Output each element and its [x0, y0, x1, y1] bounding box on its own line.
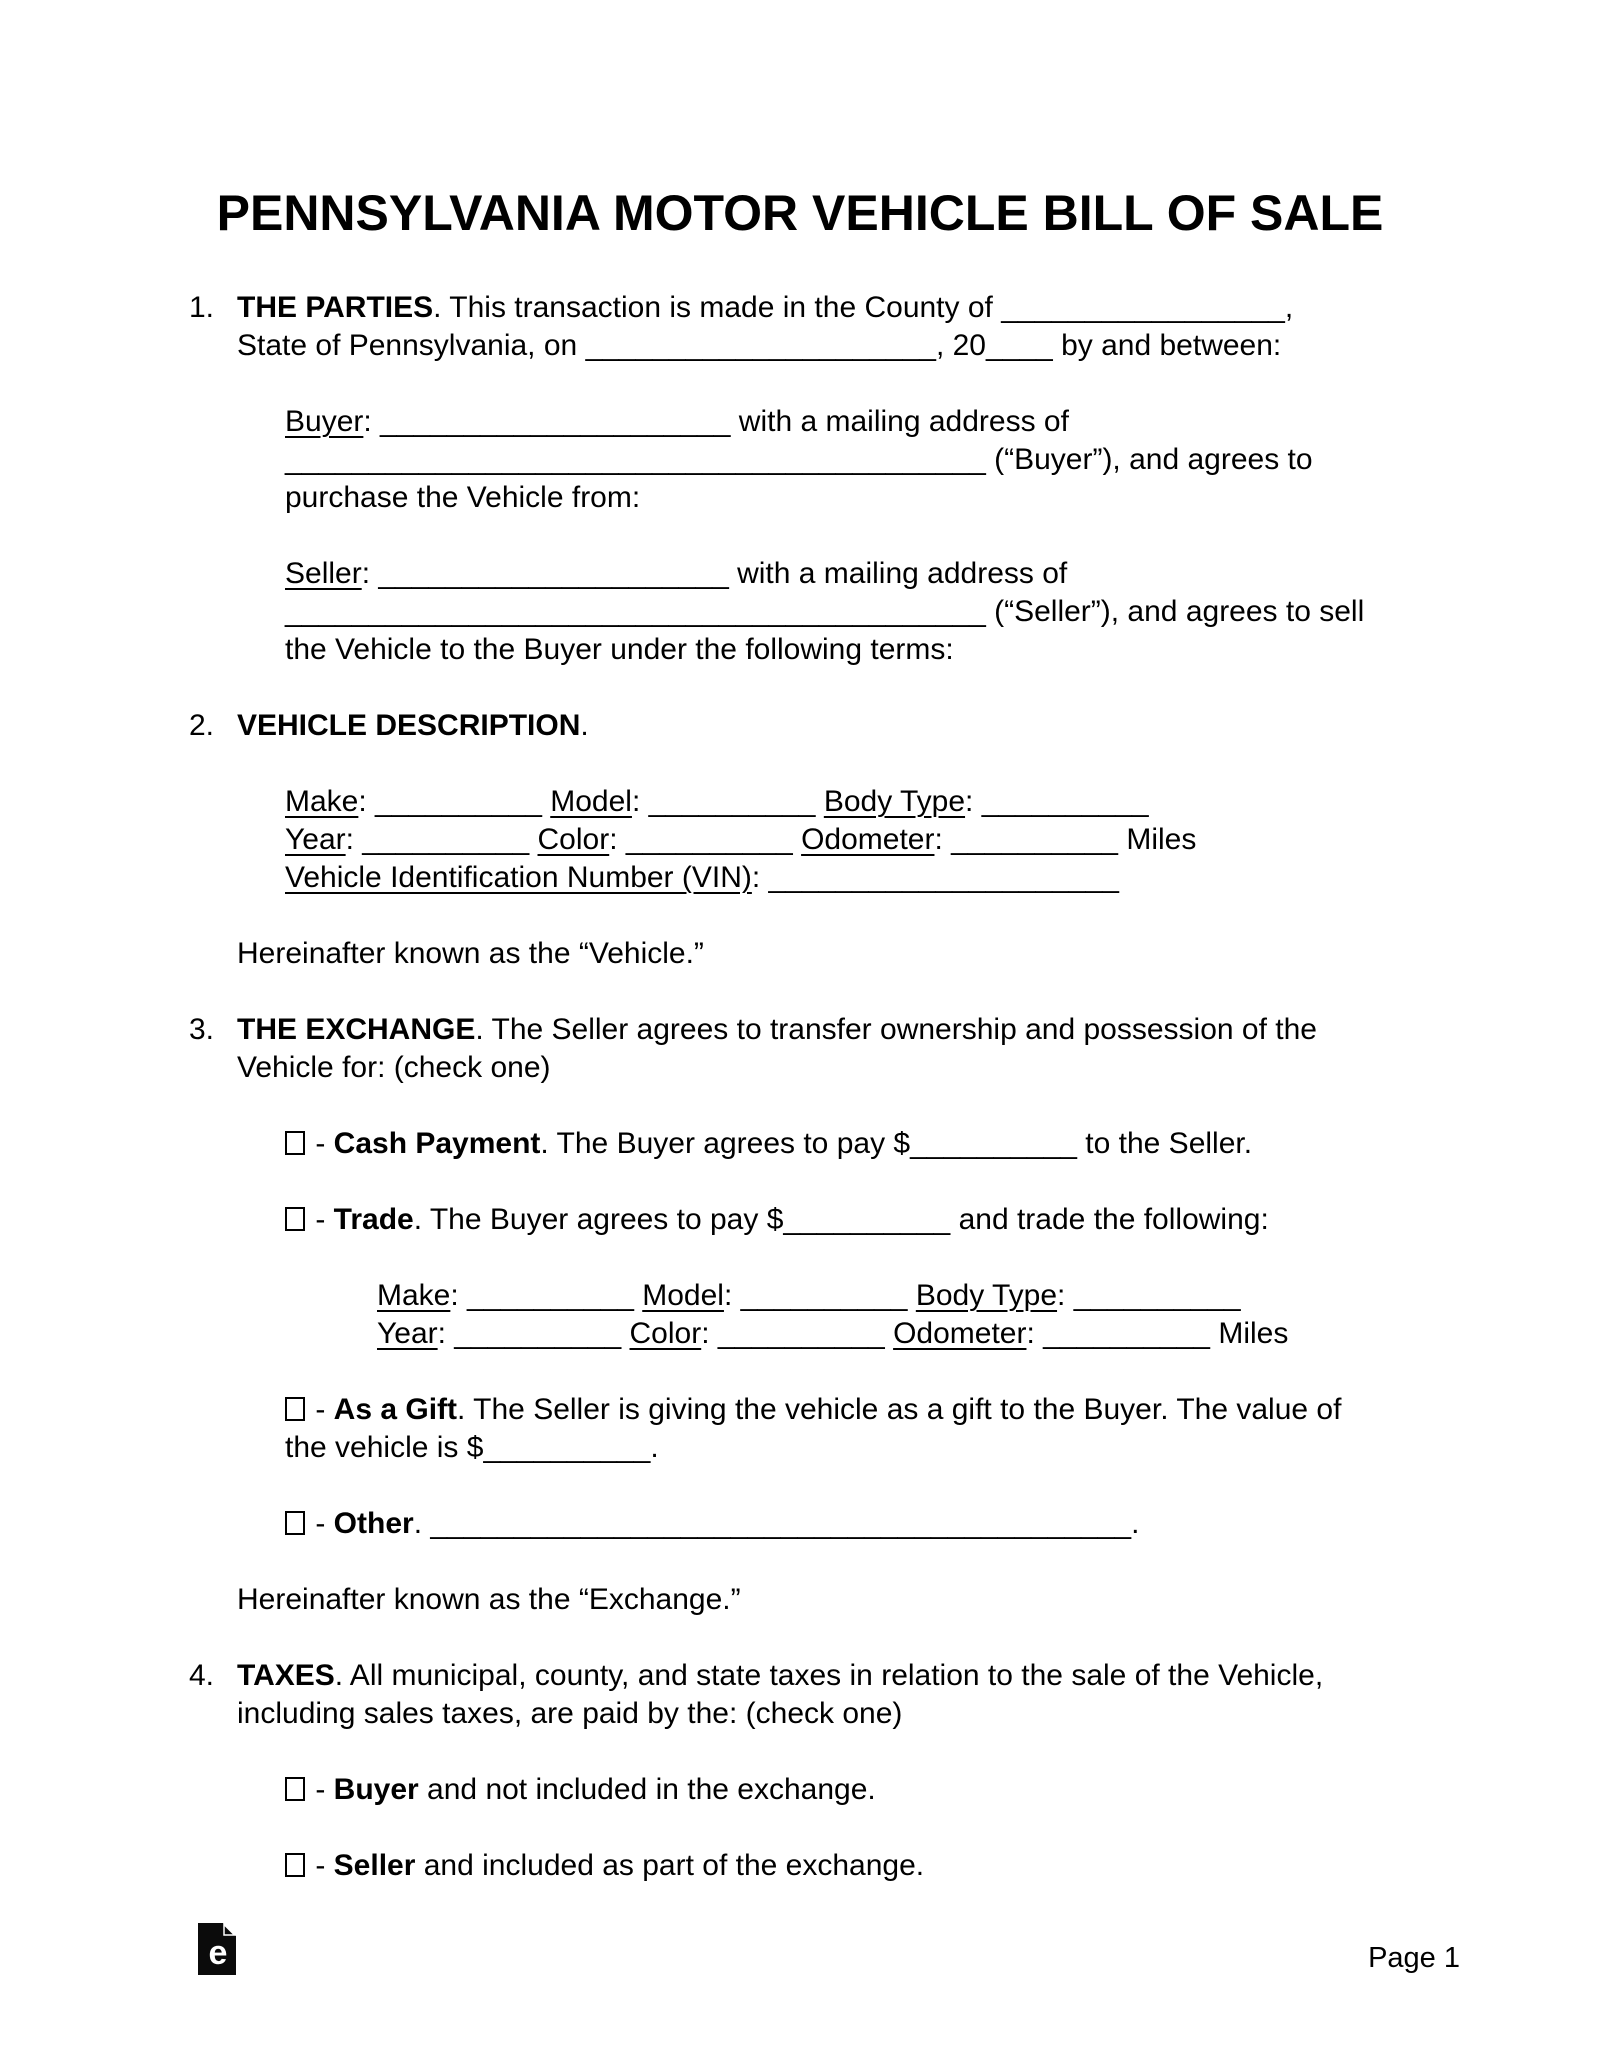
blank-trade-make: __________ [467, 1279, 634, 1312]
line [285, 479, 1600, 517]
text-segment: the vehicle is $ [285, 1431, 484, 1464]
text-segment: . The Buyer agrees to pay $ [540, 1127, 911, 1160]
text-segment: purchase the Vehicle from: [285, 481, 641, 514]
text-segment [885, 1317, 893, 1350]
section-2-vehicle-description [189, 707, 1600, 745]
line [377, 1277, 1600, 1315]
exchange-hereinafter [237, 1581, 1600, 1619]
text-segment: : [701, 1317, 718, 1350]
text-segment: including sales taxes, are paid by the: (check one) [237, 1697, 903, 1730]
text-segment: : [965, 785, 982, 818]
text-segment: - [307, 1393, 334, 1426]
line [237, 289, 1293, 327]
text-segment: (“Buyer”), and agrees to [985, 443, 1313, 476]
option-gift [285, 1391, 1600, 1467]
text-segment [793, 823, 801, 856]
blank-gift-value: __________ [483, 1431, 651, 1464]
blank-year: ____ [986, 329, 1053, 362]
text-segment: Year [377, 1317, 438, 1350]
text-segment: and not included in the exchange. [418, 1773, 876, 1806]
blank-odometer: __________ [951, 823, 1118, 856]
blank-trade-model: __________ [740, 1279, 908, 1312]
section-number: 4. [189, 1659, 215, 1692]
line [285, 1505, 1600, 1543]
checkbox-taxes-seller-icon [285, 1853, 305, 1877]
blank-buyer-name: _____________________ [380, 405, 731, 438]
line [285, 1771, 1600, 1809]
checkbox-cash-payment-icon [285, 1131, 305, 1155]
vehicle-details [285, 783, 1600, 897]
line [285, 441, 1600, 479]
text-segment: : [358, 785, 376, 818]
text-segment: Miles [1118, 823, 1197, 856]
text-segment: . [580, 709, 589, 742]
option-taxes-seller [285, 1847, 1600, 1885]
blank-model: __________ [648, 785, 816, 818]
text-segment: with a mailing address of [730, 405, 1069, 438]
text-segment: : [1057, 1279, 1074, 1312]
text-segment: Vehicle for: (check one) [237, 1051, 551, 1084]
text-segment: : [1026, 1317, 1044, 1350]
text-segment: Year [285, 823, 346, 856]
line [237, 1049, 1317, 1087]
line [285, 1125, 1600, 1163]
text-segment: to the Seller. [1076, 1127, 1253, 1160]
text-segment: . All municipal, county, and state taxes in relation to the sale of the Vehicle, [334, 1659, 1324, 1692]
line [285, 631, 1600, 669]
text-segment: Color [629, 1317, 702, 1350]
line [285, 821, 1600, 859]
section-number: 1. [189, 291, 215, 324]
checkbox-gift-icon [285, 1397, 305, 1421]
text-segment: State of Pennsylvania, on [237, 329, 586, 362]
section-text [237, 1011, 1317, 1087]
section-text [237, 1657, 1323, 1733]
line [285, 783, 1600, 821]
section-4-taxes [189, 1657, 1600, 1733]
line [285, 1847, 1600, 1885]
text-segment: Vehicle Identification Number (VIN) [285, 861, 752, 894]
text-segment: Trade [333, 1203, 414, 1236]
blank-color: __________ [625, 823, 793, 856]
text-segment: Seller [285, 557, 362, 590]
seller-clause [285, 555, 1600, 669]
text-segment: : [361, 557, 379, 590]
blank-trade-body-type: __________ [1073, 1279, 1241, 1312]
text-segment: THE PARTIES [237, 291, 434, 324]
text-segment: Buyer [333, 1773, 419, 1806]
text-segment: Model [642, 1279, 724, 1312]
text-segment: Body Type [823, 785, 966, 818]
text-segment: : [437, 1317, 455, 1350]
blank-make: __________ [375, 785, 542, 818]
text-segment: : [609, 823, 626, 856]
text-segment: Odometer [801, 823, 935, 856]
text-segment: Miles [1210, 1317, 1289, 1350]
blank-date: _____________________ [585, 329, 936, 362]
trade-vehicle-details [377, 1277, 1600, 1353]
blank-cash-amount: __________ [910, 1127, 1077, 1160]
line [285, 1391, 1600, 1429]
text-segment: Hereinafter known as the “Exchange.” [237, 1583, 741, 1616]
text-segment: VEHICLE DESCRIPTION [237, 709, 581, 742]
blank-other: __________________________________________ [430, 1507, 1132, 1540]
checkbox-taxes-buyer-icon [285, 1777, 305, 1801]
eforms-logo [198, 1923, 236, 1985]
section-text [237, 289, 1293, 365]
text-segment: - [307, 1127, 334, 1160]
text-segment: : [934, 823, 952, 856]
text-segment: (“Seller”), and agrees to sell [985, 595, 1365, 628]
text-segment: and trade the following: [950, 1203, 1269, 1236]
text-segment: - [307, 1849, 334, 1882]
text-segment: : [345, 823, 363, 856]
buyer-clause [285, 403, 1600, 517]
line [237, 935, 1600, 973]
line [285, 593, 1600, 631]
option-cash-payment [285, 1125, 1600, 1163]
line [237, 327, 1293, 365]
blank-vehicle-year: __________ [362, 823, 530, 856]
text-segment [907, 1279, 915, 1312]
text-segment: . The Seller agrees to transfer ownership and possession of the [475, 1013, 1317, 1046]
text-segment [815, 785, 823, 818]
text-segment: . The Seller is giving the vehicle as a gift to the Buyer. The value of [457, 1393, 1342, 1426]
blank-county: _________________ [1001, 291, 1285, 324]
text-segment: Cash Payment [333, 1127, 541, 1160]
text-segment: the Vehicle to the Buyer under the following terms: [285, 633, 954, 666]
line [237, 1657, 1323, 1695]
checkbox-trade-icon [285, 1207, 305, 1231]
text-segment: Make [377, 1279, 451, 1312]
text-segment: THE EXCHANGE [237, 1013, 476, 1046]
line [237, 1011, 1317, 1049]
text-segment: . [1131, 1507, 1140, 1540]
text-segment: TAXES [237, 1659, 335, 1692]
text-segment: - [307, 1203, 334, 1236]
blank-seller-name: _____________________ [378, 557, 729, 590]
line [285, 555, 1600, 593]
blank-vin: _____________________ [768, 861, 1119, 894]
text-segment: . [650, 1431, 659, 1464]
blank-trade-year: __________ [454, 1317, 622, 1350]
text-segment: Model [550, 785, 632, 818]
option-taxes-buyer [285, 1771, 1600, 1809]
line [285, 1429, 1600, 1467]
text-segment: As a Gift [333, 1393, 458, 1426]
checkbox-other-icon [285, 1511, 305, 1535]
option-trade [285, 1201, 1600, 1239]
section-number: 2. [189, 709, 215, 742]
vehicle-hereinafter [237, 935, 1600, 973]
text-segment: , 20 [935, 329, 986, 362]
blank-buyer-address: __________________________________________ [285, 443, 986, 476]
line [285, 403, 1600, 441]
text-segment: . This transaction is made in the County of [433, 291, 1002, 324]
text-segment: Odometer [893, 1317, 1027, 1350]
text-segment: : [723, 1279, 741, 1312]
text-segment: . [413, 1507, 431, 1540]
blank-seller-address: __________________________________________ [285, 595, 986, 628]
option-other [285, 1505, 1600, 1543]
eforms-logo-icon [198, 1923, 236, 1975]
text-segment [542, 785, 550, 818]
line [285, 1201, 1600, 1239]
blank-body-type: __________ [981, 785, 1149, 818]
text-segment: - [307, 1773, 334, 1806]
text-segment: . The Buyer agrees to pay $ [413, 1203, 784, 1236]
text-segment [529, 823, 537, 856]
document-body [189, 289, 1600, 1885]
text-segment: : [363, 405, 381, 438]
document-title: PENNSYLVANIA MOTOR VEHICLE BILL OF SALE [216, 185, 1384, 241]
text-segment: and included as part of the exchange. [415, 1849, 925, 1882]
text-segment: Buyer [285, 405, 364, 438]
blank-trade-color: __________ [717, 1317, 885, 1350]
text-segment: : [450, 1279, 468, 1312]
blank-trade-odometer: __________ [1043, 1317, 1210, 1350]
text-segment: with a mailing address of [728, 557, 1068, 590]
text-segment: Color [537, 823, 610, 856]
line [237, 707, 589, 745]
section-1-the-parties [189, 289, 1600, 365]
section-text [237, 707, 589, 745]
page-number: Page 1 [1368, 1942, 1460, 1974]
line [237, 1581, 1600, 1619]
text-segment: by and between: [1052, 329, 1282, 362]
logo-letter: e [208, 1934, 228, 1972]
text-segment [634, 1279, 642, 1312]
line [377, 1315, 1600, 1353]
text-segment: : [751, 861, 769, 894]
text-segment: Body Type [915, 1279, 1058, 1312]
text-segment: , [1284, 291, 1294, 324]
line [237, 1695, 1323, 1733]
line [285, 859, 1600, 897]
text-segment: Make [285, 785, 359, 818]
section-3-the-exchange [189, 1011, 1600, 1087]
blank-trade-amount: __________ [783, 1203, 951, 1236]
text-segment: Other [333, 1507, 414, 1540]
section-number: 3. [189, 1013, 215, 1046]
text-segment: Hereinafter known as the “Vehicle.” [237, 937, 704, 970]
text-segment: : [631, 785, 649, 818]
text-segment: Seller [333, 1849, 416, 1882]
text-segment [621, 1317, 629, 1350]
text-segment: - [307, 1507, 334, 1540]
